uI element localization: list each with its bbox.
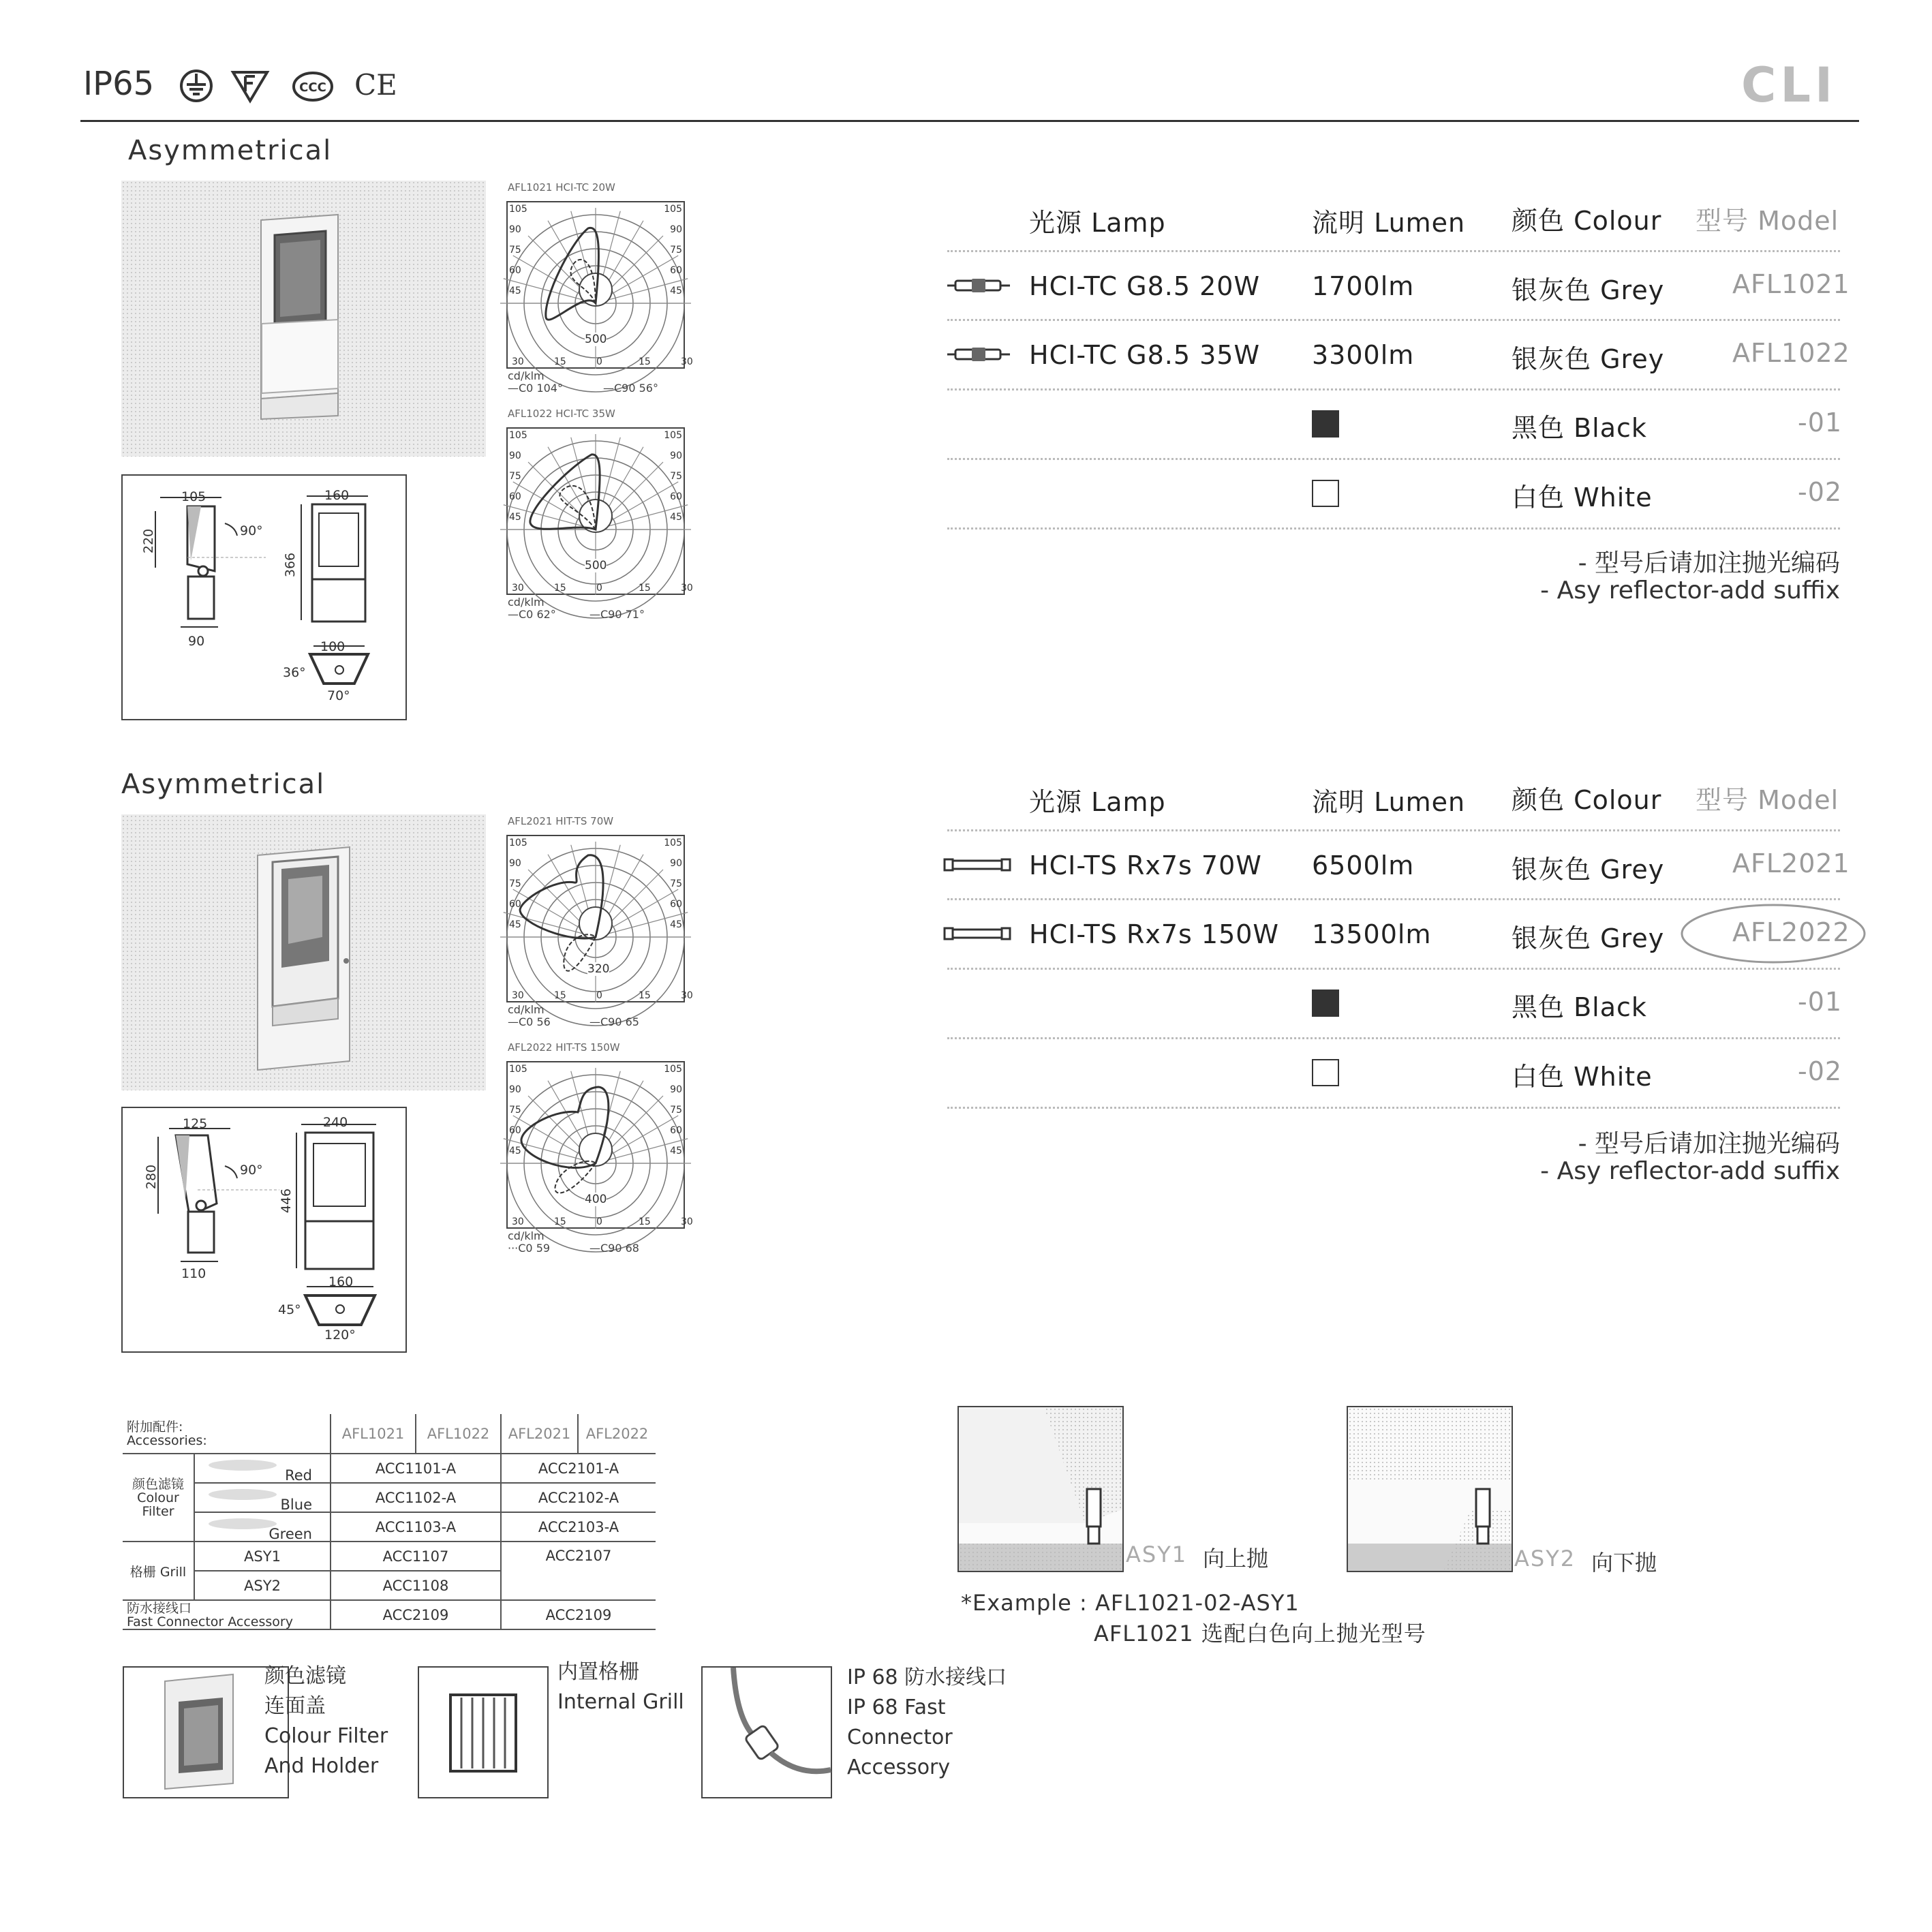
accessories-table	[123, 1414, 656, 1630]
polar-tick-label: 75	[509, 245, 521, 256]
polar-title: AFL1021 HCI-TC 20W	[508, 181, 615, 194]
lamp-cell: HCI-TS Rx7s 150W	[1029, 919, 1279, 949]
polar-legend-c90: —C90 71°	[589, 608, 645, 621]
polar-tick-label: 30	[681, 356, 693, 367]
filter-name: Green	[269, 1525, 312, 1542]
colour-filter-label	[123, 1454, 194, 1542]
acc-code: ACC2107	[501, 1542, 656, 1600]
model-col-header: AFL2022	[578, 1414, 656, 1454]
dim-angle: 90°	[240, 1163, 263, 1178]
dim-angle-bottom: 70°	[327, 688, 350, 703]
model-col-header: AFL1021	[331, 1414, 416, 1454]
caption-line: 颜色滤镜	[264, 1664, 346, 1688]
beam-code: ASY1	[1126, 1542, 1188, 1567]
polar-tick-label: 15	[639, 583, 651, 594]
header-rule	[80, 120, 1859, 122]
polar-legend-c90: —C90 65	[589, 1015, 639, 1028]
col-header-lumen: 流明 Lumen	[1312, 787, 1466, 817]
model-cell: -01	[1798, 408, 1843, 438]
dimension-drawing	[121, 1107, 407, 1353]
lumen-cell: 1700lm	[1312, 271, 1415, 301]
dimension-drawing	[121, 474, 407, 720]
model-cell: AFL1022	[1732, 338, 1850, 368]
polar-tick-label: 75	[670, 1105, 682, 1116]
col-header-colour: 颜色 Colour	[1512, 206, 1662, 236]
polar-unit: cd/klm	[508, 1003, 545, 1016]
polar-diagram	[506, 835, 693, 1002]
polar-legend-c0: —C0 62°	[508, 608, 556, 621]
acc-code: ACC2101-A	[501, 1454, 656, 1483]
colour-swatch-black	[1312, 990, 1339, 1017]
polar-center-value: 320	[587, 962, 610, 976]
col-header-lumen: 流明 Lumen	[1312, 208, 1466, 238]
beam-label: 向下抛	[1591, 1550, 1657, 1576]
polar-tick-label: 0	[596, 990, 602, 1001]
dim-angle-bottom: 120°	[324, 1328, 356, 1343]
polar-tick-label: 15	[639, 1216, 651, 1227]
polar-tick-label: 90	[509, 858, 521, 869]
polar-tick-label: 45	[509, 919, 521, 930]
acc-code: ACC2109	[501, 1600, 656, 1629]
dim-height-side: 280	[144, 1164, 159, 1190]
polar-tick-label: 60	[509, 1125, 521, 1136]
model-cell: AFL2021	[1732, 848, 1850, 878]
dim-depth-bottom: 160	[328, 1274, 354, 1289]
polar-tick-label: 15	[639, 990, 651, 1001]
lamp-icon	[943, 855, 1011, 874]
grill-label: 格栅 Grill	[123, 1542, 194, 1600]
polar-tick-label: 90	[670, 1084, 682, 1095]
section-title: Asymmetrical	[128, 135, 333, 166]
accessories-label-en: Accessories:	[127, 1432, 207, 1448]
acc-code: ACC2102-A	[501, 1483, 656, 1512]
row-divider	[947, 898, 1840, 900]
polar-tick-label: 30	[681, 583, 693, 594]
grill-name: ASY1	[194, 1542, 331, 1571]
lamp-cell: HCI-TC G8.5 35W	[1029, 340, 1261, 370]
model-cell: AFL2022	[1732, 917, 1850, 947]
polar-legend-c90: —C90 68	[589, 1242, 639, 1255]
lamp-icon	[943, 924, 1011, 943]
colour-cell: 黑色 Black	[1512, 992, 1647, 1022]
dim-angle-left: 36°	[283, 665, 306, 680]
colour-cell: 银灰色 Grey	[1512, 923, 1665, 953]
polar-tick-label: 105	[664, 204, 682, 215]
colour-cell: 白色 White	[1512, 1062, 1653, 1092]
polar-center-value: 400	[585, 1193, 607, 1206]
lumen-cell: 6500lm	[1312, 850, 1415, 880]
polar-unit: cd/klm	[508, 369, 545, 382]
dim-height-front: 366	[283, 552, 298, 578]
row-divider	[947, 388, 1840, 390]
ground-icon	[179, 68, 214, 104]
ce-icon	[354, 68, 397, 102]
ce-text: CE	[354, 68, 397, 102]
polar-tick-label: 90	[670, 858, 682, 869]
polar-tick-label: 30	[681, 1216, 693, 1227]
dim-depth-side: 110	[181, 1266, 206, 1281]
col-header-model: 型号 Model	[1696, 785, 1839, 815]
beam-label: 向上抛	[1203, 1546, 1269, 1571]
caption-line: And Holder	[264, 1754, 379, 1778]
polar-tick-label: 30	[512, 990, 524, 1001]
model-cell: -02	[1798, 477, 1843, 507]
polar-tick-label: 60	[670, 1125, 682, 1136]
accessories-label-cn: 附加配件:	[127, 1419, 183, 1435]
accessory-caption	[847, 1663, 1007, 1783]
polar-tick-label: 45	[509, 286, 521, 296]
polar-tick-label: 30	[512, 1216, 524, 1227]
polar-legend-c0: —C0 56	[508, 1015, 551, 1028]
highlight-ellipse	[1678, 901, 1869, 966]
acc-code: ACC1101-A	[331, 1454, 501, 1483]
lamp-cell: HCI-TS Rx7s 70W	[1029, 850, 1262, 880]
caption-line: Accessory	[847, 1755, 951, 1779]
polar-tick-label: 15	[639, 356, 651, 367]
beam-code: ASY2	[1514, 1546, 1576, 1571]
polar-tick-label: 75	[670, 471, 682, 482]
polar-tick-label: 90	[509, 1084, 521, 1095]
filter-name: Red	[285, 1467, 312, 1484]
dim-angle-left: 45°	[278, 1302, 301, 1317]
caption-line: 连面盖	[264, 1694, 326, 1718]
polar-legend-c90: —C90 56°	[603, 382, 658, 395]
acc-code: ACC2103-A	[501, 1512, 656, 1542]
lamp-icon	[946, 345, 1011, 364]
row-divider	[947, 319, 1840, 321]
filter-blue	[194, 1483, 331, 1512]
colour-cell: 银灰色 Grey	[1512, 855, 1665, 885]
colour-filter-cn: 颜色滤镜	[132, 1476, 184, 1492]
caption-line: 内置格栅	[557, 1660, 639, 1684]
polar-title: AFL1022 HCI-TC 35W	[508, 408, 615, 420]
f-mark-icon	[230, 68, 270, 104]
colour-swatch-white	[1312, 480, 1339, 507]
polar-tick-label: 45	[670, 286, 682, 296]
model-cell: -02	[1798, 1056, 1843, 1086]
col-header-model: 型号 Model	[1696, 206, 1839, 236]
polar-tick-label: 15	[554, 1216, 566, 1227]
row-divider	[947, 1107, 1840, 1109]
polar-center-value: 500	[585, 333, 607, 346]
acc-code: ACC1102-A	[331, 1483, 501, 1512]
dim-height-side: 220	[141, 528, 157, 554]
polar-tick-label: 45	[670, 512, 682, 523]
accessory-image-connector	[701, 1666, 832, 1798]
colour-cell: 银灰色 Grey	[1512, 344, 1665, 374]
model-col-header: AFL1022	[416, 1414, 501, 1454]
model-cell: AFL1021	[1732, 269, 1850, 299]
polar-title: AFL2021 HIT-TS 70W	[508, 815, 614, 827]
filter-name: Blue	[280, 1496, 312, 1513]
dim-width-side: 105	[181, 489, 206, 504]
polar-tick-label: 105	[509, 430, 527, 441]
dim-height-front: 446	[279, 1188, 294, 1214]
polar-tick-label: 75	[509, 1105, 521, 1116]
polar-tick-label: 90	[670, 224, 682, 235]
dim-angle: 90°	[240, 523, 263, 538]
ccc-icon	[292, 71, 334, 102]
polar-tick-label: 90	[509, 224, 521, 235]
polar-tick-label: 105	[509, 1064, 527, 1075]
row-divider	[947, 458, 1840, 460]
row-divider	[947, 1037, 1840, 1039]
lamp-icon	[946, 276, 1011, 295]
polar-tick-label: 90	[509, 450, 521, 461]
polar-tick-label: 75	[509, 878, 521, 889]
polar-tick-label: 0	[596, 356, 602, 367]
filter-swatch-icon	[209, 1489, 277, 1500]
polar-tick-label: 60	[509, 491, 521, 502]
polar-tick-label: 105	[509, 838, 527, 848]
connector-en: Fast Connector Accessory	[127, 1614, 293, 1629]
connector-cn: 防水接线口	[127, 1600, 192, 1616]
grill-name: ASY2	[194, 1571, 331, 1600]
polar-tick-label: 45	[670, 1146, 682, 1156]
caption-line: Connector	[847, 1726, 953, 1749]
polar-legend-c0: —C0 104°	[508, 382, 563, 395]
filter-green	[194, 1512, 331, 1542]
row-divider	[947, 968, 1840, 970]
accessory-caption	[557, 1657, 684, 1717]
colour-cell: 黑色 Black	[1512, 413, 1647, 443]
col-header-lamp: 光源 Lamp	[1029, 208, 1166, 238]
polar-tick-label: 0	[596, 583, 602, 594]
polar-tick-label: 105	[664, 838, 682, 848]
colour-swatch-black	[1312, 410, 1339, 438]
polar-tick-label: 45	[509, 1146, 521, 1156]
polar-tick-label: 15	[554, 356, 566, 367]
polar-unit: cd/klm	[508, 596, 545, 609]
colour-cell: 白色 White	[1512, 482, 1653, 512]
polar-tick-label: 0	[596, 1216, 602, 1227]
dim-width-front: 240	[323, 1115, 348, 1130]
colour-filter-en-1: Colour	[137, 1490, 179, 1505]
filter-swatch-icon	[209, 1518, 277, 1529]
beam-example-asy1	[957, 1406, 1124, 1572]
filter-red	[194, 1454, 331, 1483]
suffix-note-cn: - 型号后请加注抛光编码	[1578, 1130, 1840, 1158]
polar-tick-label: 30	[512, 356, 524, 367]
polar-center-value: 500	[585, 559, 607, 572]
beam-example-asy2	[1347, 1406, 1513, 1572]
acc-code: ACC1103-A	[331, 1512, 501, 1542]
col-header-lamp: 光源 Lamp	[1029, 787, 1166, 817]
suffix-note-cn: - 型号后请加注抛光编码	[1578, 549, 1840, 577]
accessory-image-grill	[418, 1666, 549, 1798]
caption-line: Colour Filter	[264, 1724, 388, 1748]
ip-rating: IP65	[83, 65, 155, 103]
colour-swatch-white	[1312, 1059, 1339, 1086]
lamp-cell: HCI-TC G8.5 20W	[1029, 271, 1261, 301]
dim-width-side: 125	[183, 1116, 208, 1131]
product-photo	[121, 181, 486, 457]
model-col-header: AFL2021	[501, 1414, 578, 1454]
polar-legend-c0: ···C0 59	[508, 1242, 551, 1255]
polar-tick-label: 30	[681, 990, 693, 1001]
lumen-cell: 13500lm	[1312, 919, 1432, 949]
colour-filter-en-2: Filter	[142, 1503, 174, 1519]
polar-tick-label: 15	[554, 990, 566, 1001]
connector-label	[123, 1600, 331, 1629]
polar-tick-label: 30	[512, 583, 524, 594]
polar-tick-label: 90	[670, 450, 682, 461]
polar-tick-label: 60	[670, 899, 682, 910]
polar-unit: cd/klm	[508, 1229, 545, 1242]
polar-tick-label: 60	[670, 491, 682, 502]
polar-tick-label: 105	[664, 430, 682, 441]
row-divider	[947, 527, 1840, 530]
dim-depth-bottom: 100	[320, 639, 346, 654]
caption-line: Internal Grill	[557, 1690, 684, 1714]
ccc-text: CCC	[299, 80, 326, 95]
accessories-header	[123, 1414, 331, 1454]
colour-cell: 银灰色 Grey	[1512, 275, 1665, 305]
filter-swatch-icon	[209, 1460, 277, 1471]
acc-code: ACC2109	[331, 1600, 501, 1629]
acc-code: ACC1108	[331, 1571, 501, 1600]
accessory-caption	[264, 1661, 388, 1781]
col-header-colour: 颜色 Colour	[1512, 785, 1662, 815]
product-photo	[121, 814, 486, 1090]
polar-tick-label: 105	[664, 1064, 682, 1075]
suffix-note-en: - Asy reflector-add suffix	[1540, 577, 1840, 604]
example-line-2: AFL1021 选配白色向上抛光型号	[1094, 1621, 1426, 1646]
polar-tick-label: 45	[670, 919, 682, 930]
polar-tick-label: 60	[509, 265, 521, 276]
polar-tick-label: 75	[670, 245, 682, 256]
polar-title: AFL2022 HIT-TS 150W	[508, 1041, 620, 1054]
caption-line: IP 68 Fast	[847, 1696, 946, 1719]
row-divider	[947, 829, 1840, 831]
section-title: Asymmetrical	[121, 769, 326, 800]
polar-tick-label: 75	[670, 878, 682, 889]
dim-width-front: 160	[324, 488, 350, 503]
lumen-cell: 3300lm	[1312, 340, 1415, 370]
caption-line: IP 68 防水接线口	[847, 1666, 1007, 1689]
acc-code: ACC1107	[331, 1542, 501, 1571]
brand-logo: CLI	[1741, 57, 1837, 113]
polar-tick-label: 60	[670, 265, 682, 276]
dim-depth-side: 90	[188, 634, 205, 649]
model-cell: -01	[1798, 987, 1843, 1017]
suffix-note-en: - Asy reflector-add suffix	[1540, 1157, 1840, 1185]
polar-tick-label: 105	[509, 204, 527, 215]
polar-tick-label: 45	[509, 512, 521, 523]
example-line-1: *Example : AFL1021-02-ASY1	[961, 1590, 1300, 1616]
polar-tick-label: 60	[509, 899, 521, 910]
polar-tick-label: 15	[554, 583, 566, 594]
row-divider	[947, 250, 1840, 252]
polar-tick-label: 75	[509, 471, 521, 482]
